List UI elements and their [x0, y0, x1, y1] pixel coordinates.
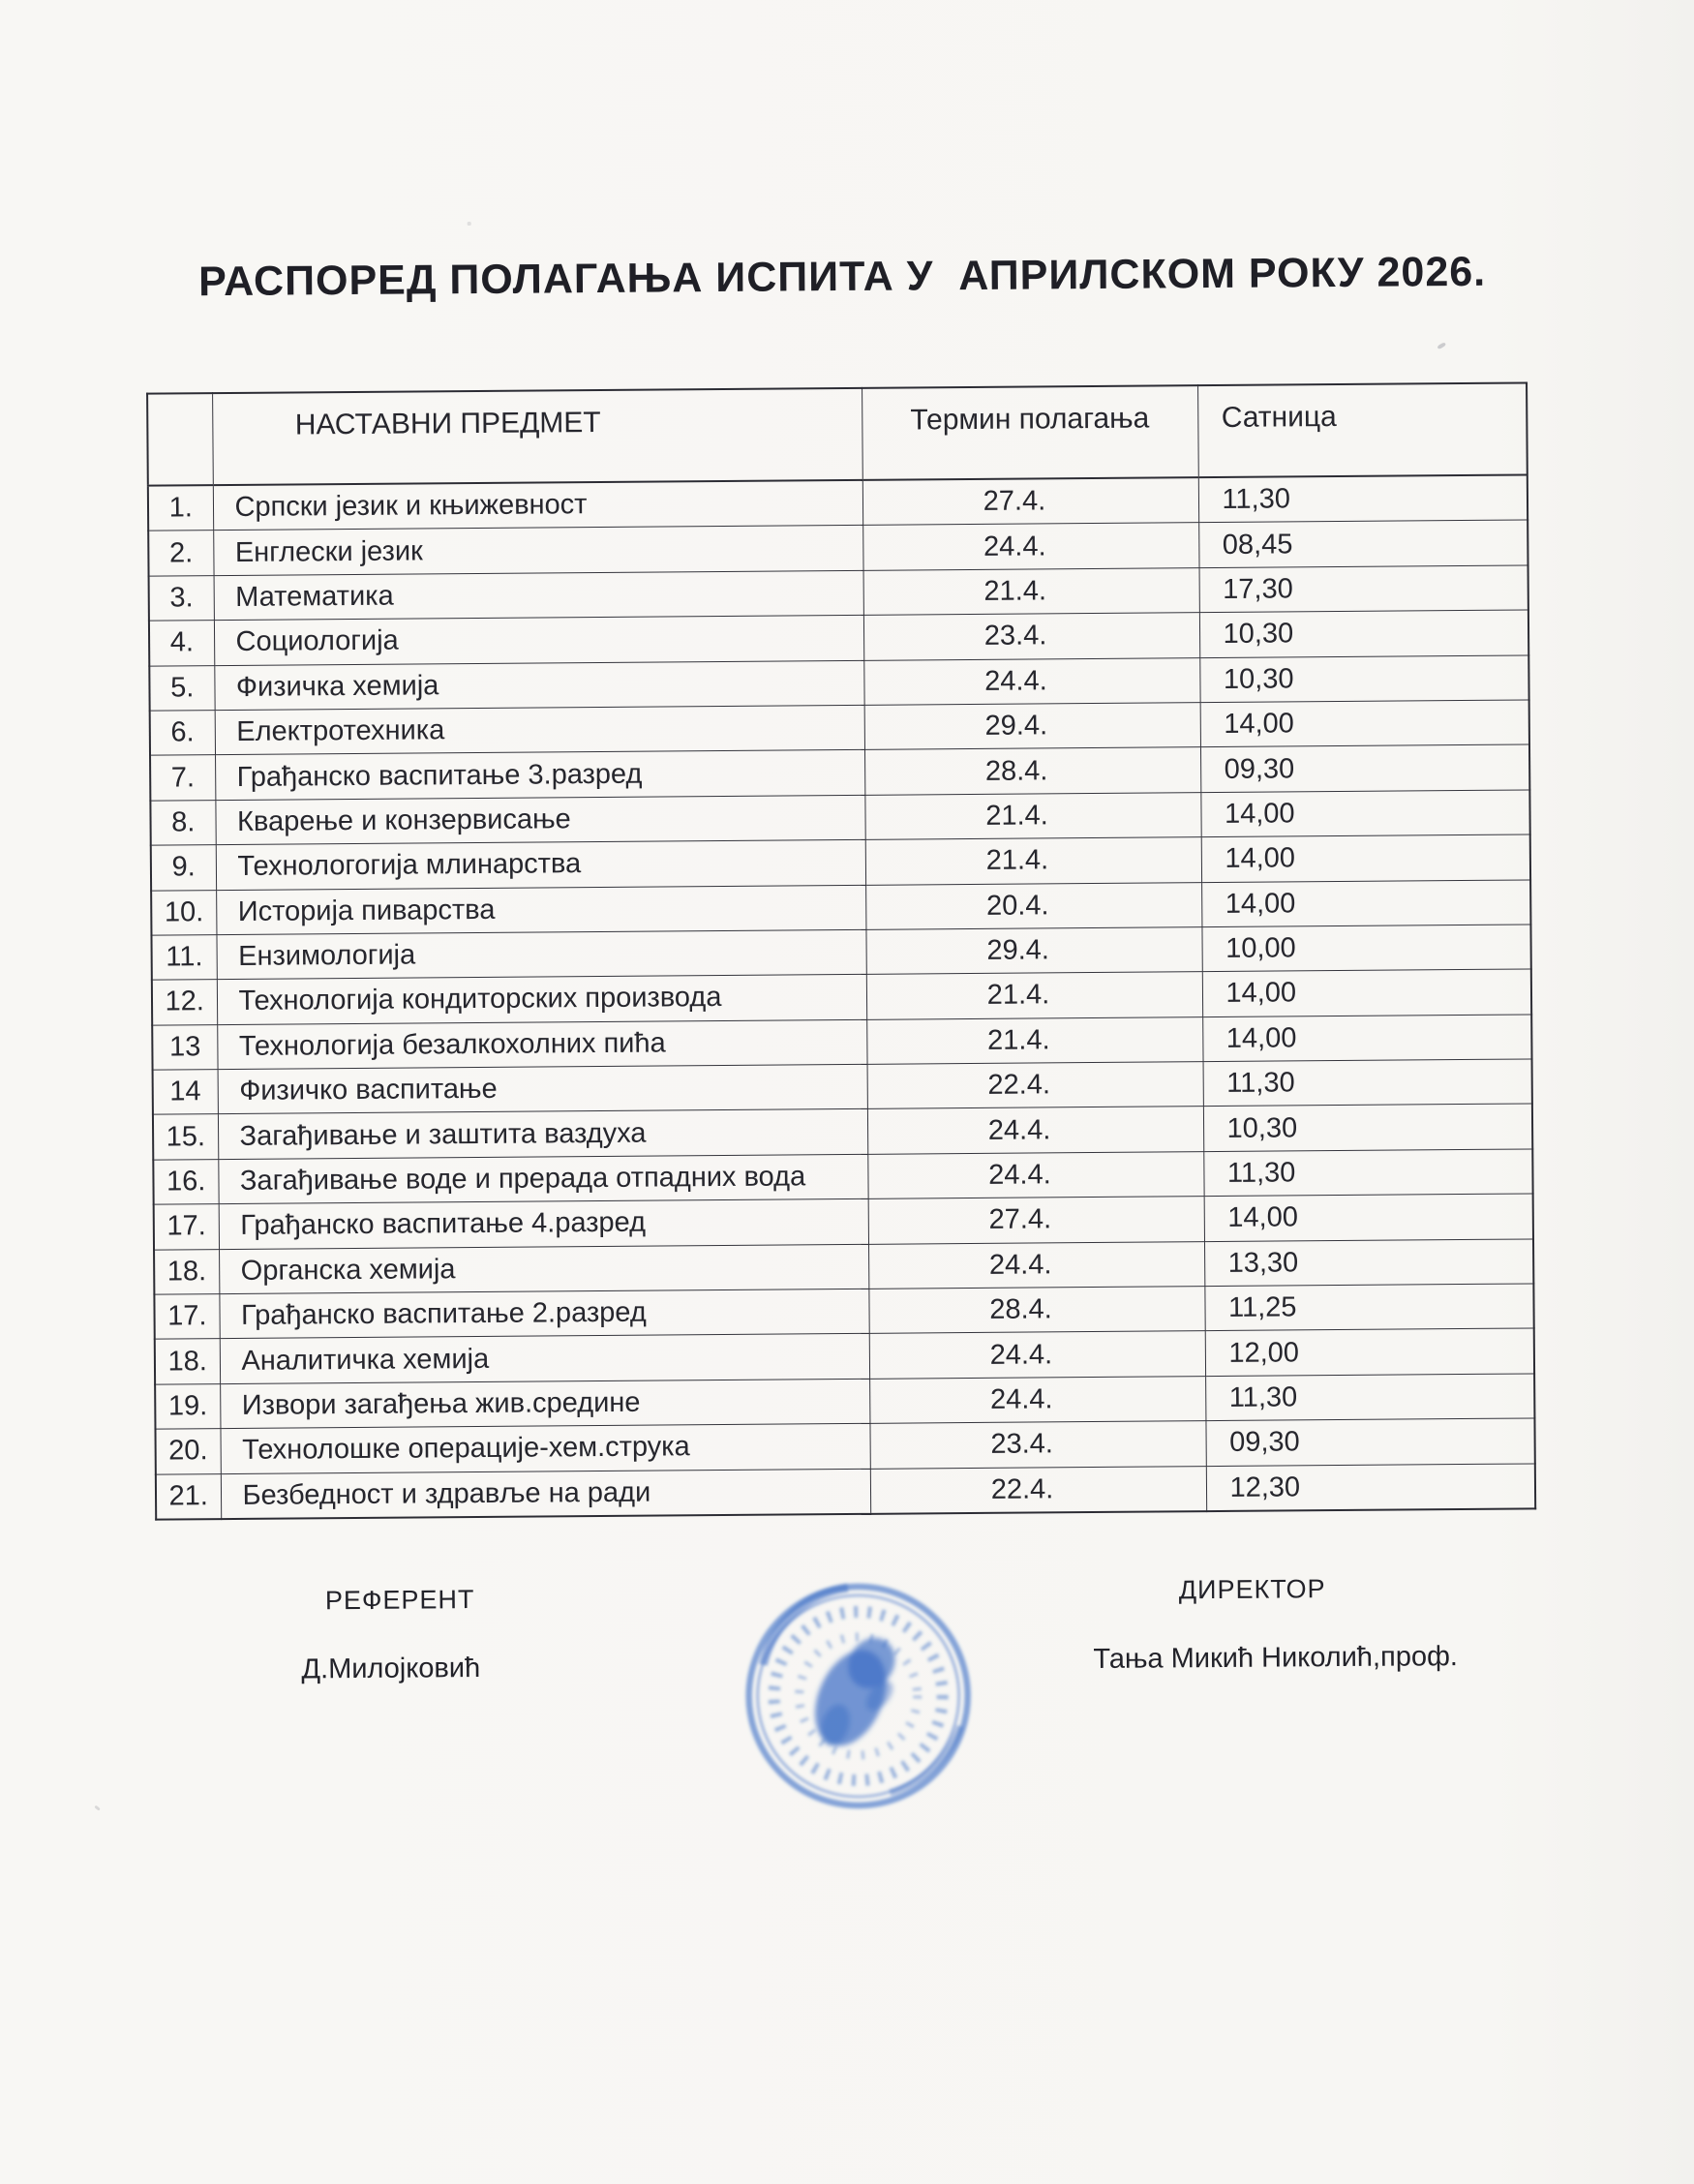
exam-time-cell: 14,00	[1200, 790, 1529, 837]
exam-date-cell: 21.4.	[866, 972, 1202, 1019]
exam-time-cell: 10,00	[1201, 925, 1530, 972]
exam-date-cell: 21.4.	[863, 567, 1199, 615]
exam-date-cell: 28.4.	[868, 1287, 1204, 1334]
subject-cell: Физичка хемија	[214, 660, 863, 711]
row-number-cell: 15.	[153, 1114, 218, 1160]
subject-cell: Математика	[214, 570, 863, 621]
row-number-cell: 12.	[152, 980, 217, 1025]
referent-name: Д.Милојковић	[301, 1653, 481, 1685]
director-role-label: ДИРЕКТОР	[1178, 1574, 1326, 1605]
exam-time-cell: 14,00	[1202, 1015, 1531, 1062]
scan-speck	[1437, 342, 1446, 349]
subject-cell: Енглески језик	[213, 526, 862, 576]
subject-cell: Ензимологија	[216, 929, 865, 980]
subject-cell: Безбедност и здравље на ради	[221, 1469, 870, 1519]
row-number-cell: 17.	[154, 1204, 219, 1250]
exam-date-cell: 29.4.	[865, 927, 1201, 975]
exam-time-cell: 10,30	[1199, 610, 1528, 657]
exam-date-cell: 22.4.	[870, 1466, 1206, 1514]
table-row	[156, 1464, 1535, 1520]
header-date: Термин полагања	[862, 385, 1198, 480]
exam-time-cell: 11,30	[1205, 1374, 1534, 1421]
exam-date-cell: 22.4.	[867, 1062, 1203, 1109]
row-number-cell: 4.	[149, 621, 214, 666]
subject-cell: Загађивање и заштита ваздуха	[218, 1109, 867, 1160]
exam-time-cell: 14,00	[1201, 879, 1530, 926]
exam-time-cell: 11,30	[1203, 1149, 1532, 1197]
exam-date-cell: 24.4.	[863, 657, 1199, 705]
row-number-cell: 16.	[153, 1159, 218, 1204]
row-number-cell: 17.	[154, 1294, 219, 1340]
row-number-cell: 13	[152, 1024, 217, 1070]
row-number-cell: 10.	[151, 890, 216, 935]
table-header-row	[147, 382, 1528, 485]
row-number-cell: 3.	[149, 575, 214, 621]
exam-date-cell: 24.4.	[869, 1331, 1205, 1379]
row-number-cell: 21.	[156, 1473, 221, 1519]
exam-time-cell: 14,00	[1202, 969, 1531, 1016]
row-number-cell: 11.	[151, 935, 216, 981]
exam-date-cell: 24.4.	[867, 1107, 1203, 1154]
exam-time-cell: 14,00	[1204, 1194, 1533, 1241]
exam-date-cell: 24.4.	[867, 1151, 1203, 1198]
header-number	[147, 393, 213, 486]
subject-cell: Кварење и конзервисање	[215, 795, 864, 845]
subject-cell: Српски језик и књижевност	[213, 480, 862, 531]
document-title: РАСПОРЕД ПОЛАГАЊА ИСПИТА У АПРИЛСКОМ РОКУ 2026.	[198, 248, 1487, 306]
exam-time-cell: 11,30	[1198, 474, 1528, 523]
director-name: Тања Микић Николић,проф.	[1093, 1641, 1459, 1676]
exam-time-cell: 09,30	[1205, 1418, 1534, 1466]
subject-cell: Органска хемија	[219, 1244, 868, 1294]
exam-time-cell: 10,30	[1203, 1104, 1532, 1151]
row-number-cell: 20.	[155, 1429, 220, 1474]
exam-date-cell: 20.4.	[865, 882, 1201, 929]
row-number-cell: 18.	[155, 1339, 220, 1384]
subject-cell: Технолошке операције-хем.струка	[220, 1424, 869, 1474]
exam-date-cell: 29.4.	[864, 703, 1200, 750]
row-number-cell: 5.	[149, 665, 214, 711]
exam-date-cell: 23.4.	[869, 1421, 1205, 1469]
scan-speck	[94, 1805, 101, 1811]
exam-time-cell: 14,00	[1201, 834, 1530, 882]
exam-date-cell: 27.4.	[862, 477, 1198, 526]
row-number-cell: 1.	[148, 485, 213, 531]
exam-date-cell: 23.4.	[863, 613, 1199, 660]
subject-cell: Грађанско васпитање 4.разред	[219, 1199, 868, 1250]
header-subject: НАСТАВНИ ПРЕДМЕТ	[212, 388, 862, 485]
exam-time-cell: 11,25	[1204, 1284, 1533, 1331]
exam-time-cell: 14,00	[1200, 700, 1529, 747]
exam-time-cell: 13,30	[1204, 1239, 1533, 1287]
exam-date-cell: 21.4.	[864, 792, 1200, 839]
row-number-cell: 8.	[150, 800, 215, 845]
row-number-cell: 18.	[154, 1249, 219, 1294]
subject-cell: Социологија	[214, 616, 863, 666]
referent-role-label: РЕФЕРЕНТ	[324, 1585, 475, 1616]
exam-time-cell: 10,30	[1199, 655, 1528, 703]
subject-cell: Физичко васпитање	[218, 1064, 867, 1114]
exam-time-cell: 11,30	[1203, 1059, 1532, 1107]
exam-date-cell: 21.4.	[865, 837, 1201, 885]
exam-schedule-table	[146, 381, 1536, 1520]
row-number-cell: 6.	[150, 711, 215, 756]
subject-cell: Загађивање воде и прерада отпадних вода	[218, 1154, 867, 1204]
subject-cell: Историја пиварства	[216, 885, 865, 935]
subject-cell: Грађанско васпитање 2.разред	[219, 1289, 868, 1339]
exam-date-cell: 21.4.	[866, 1016, 1202, 1064]
subject-cell: Грађанско васпитање 3.разред	[215, 750, 864, 801]
exam-time-cell: 17,30	[1199, 565, 1528, 613]
row-number-cell: 19.	[155, 1383, 220, 1429]
subject-cell: Технологија безалкохолних пића	[217, 1019, 866, 1070]
subject-cell: Извори загађења жив.средине	[220, 1379, 869, 1429]
row-number-cell: 7.	[150, 755, 215, 801]
scan-speck	[468, 222, 471, 226]
subject-cell: Технологогија млинарства	[216, 839, 865, 890]
round-blue-stamp	[734, 1571, 983, 1821]
exam-date-cell: 27.4.	[868, 1197, 1204, 1244]
row-number-cell: 2.	[148, 531, 213, 576]
exam-date-cell: 24.4.	[862, 523, 1198, 570]
exam-time-cell: 12,30	[1206, 1464, 1535, 1512]
subject-cell: Аналитичка хемија	[220, 1334, 869, 1384]
exam-time-cell: 09,30	[1200, 744, 1529, 792]
exam-date-cell: 28.4.	[864, 747, 1200, 795]
row-number-cell: 9.	[151, 845, 216, 891]
exam-time-cell: 12,00	[1205, 1328, 1534, 1376]
exam-date-cell: 24.4.	[868, 1241, 1204, 1289]
exam-date-cell: 24.4.	[869, 1376, 1205, 1423]
subject-cell: Технологија кондиторских производа	[217, 975, 866, 1025]
subject-cell: Електротехника	[215, 705, 864, 755]
exam-time-cell: 08,45	[1198, 520, 1528, 567]
header-time: Сатница	[1197, 382, 1528, 477]
row-number-cell: 14	[153, 1070, 218, 1115]
